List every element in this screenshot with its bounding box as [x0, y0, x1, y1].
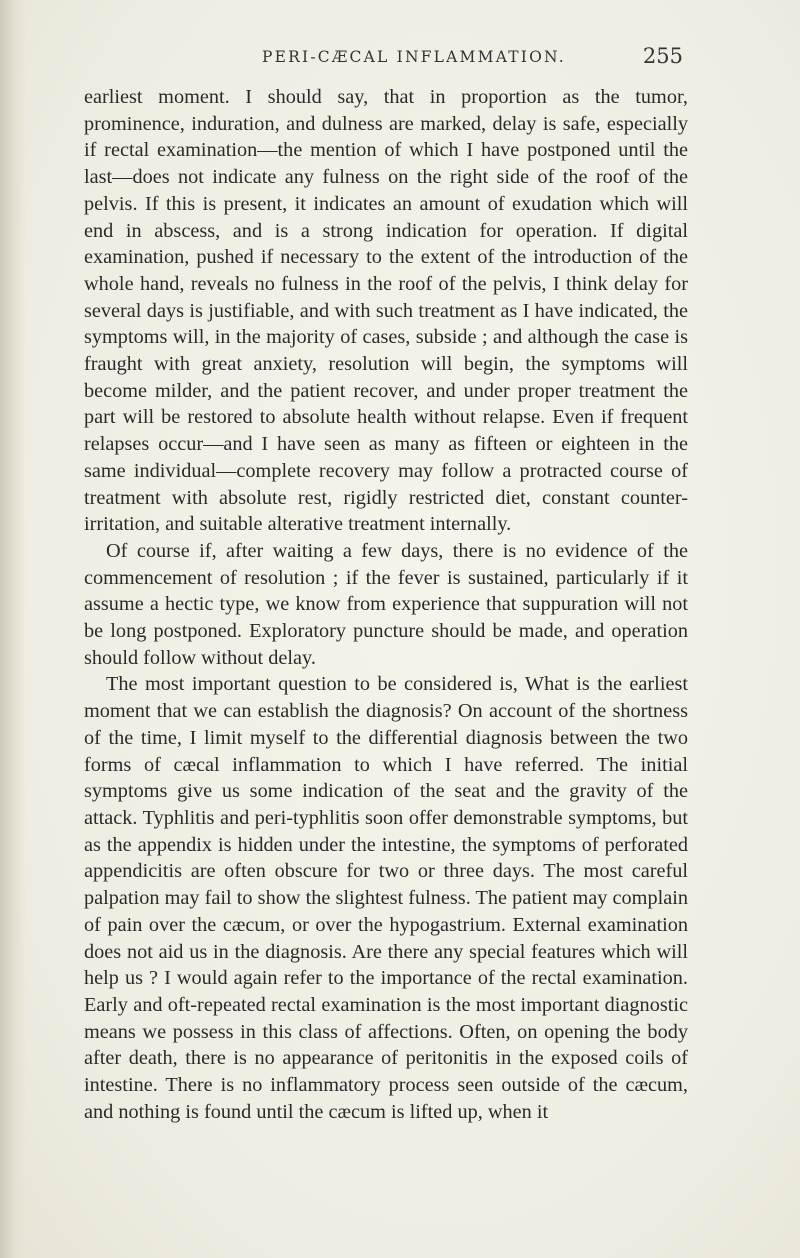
binding-shadow — [0, 0, 26, 1258]
page-number: 255 — [642, 44, 683, 68]
paragraph-1: earliest moment. I should say, that in proportion as the tumor, prominence, induration, and dulness are marked, delay is safe, especially if rectal examination—the mention of which I have postponed until the last—does not indicate any fulness on the right side of the roof of the pelvis. If this is present, it indicates an amount of exudation which will end in abscess, and is a strong indication for operation. If digital examination, pushed if necessary to the extent of the introduction of the whole hand, reveals no fulness in the roof of the pelvis, I think delay for several days is justifiable, and with such treatment as I have indicated, the symptoms will, in the majority of cases, subside ; and although the case is fraught with great anxiety, resolution will begin, the symptoms will become milder, and the patient recover, and under proper treatment the part will be restored to absolute health without relapse. Even if frequent relapses occur—and I have seen as many as fifteen or eighteen in the same individual—complete recovery may follow a protracted course of treatment with absolute rest, rigidly restricted diet, constant counter-irritation, and suitable alterative treatment internally. — [84, 86, 688, 536]
paragraph-3: The most important question to be considered is, What is the earliest moment that we can establish the diagnosis? On account of the shortness of the time, I limit myself to the differential diagnosis between the two forms of cæcal inflammation to which I have referred. The initial symptoms give us some indication of the seat and the gravity of the attack. Typhlitis and peri-typhlitis soon offer demonstrable symptoms, but as the appendix is hidden under the intestine, the symptoms of perforated appendicitis are often obscure for two or three days. The most careful palpation may fail to show the slightest fulness. The patient may complain of pain over the cæcum, or over the hypogastrium. External examination does not aid us in the diagnosis. Are there any special features which will help us ? I would again refer to the importance of the rectal examination. Early and oft-repeated rectal examination is the most important diagnostic means we possess in this class of affections. Often, on opening the body after death, there is no appearance of peritonitis in the exposed coils of intestine. There is no inflammatory process seen outside of the cæcum, and nothing is found until the cæcum is lifted up, when it — [84, 673, 688, 1123]
paragraph-2: Of course if, after waiting a few days, there is no evidence of the commencement of resolution ; if the fever is sustained, particularly if it assume a hectic type, we know from experience that suppuration will not be long postponed. Exploratory puncture should be made, and operation should follow without delay. — [84, 539, 688, 669]
body-text — [84, 84, 688, 1125]
running-header: PERI-CÆCAL INFLAMMATION. — [262, 48, 566, 66]
